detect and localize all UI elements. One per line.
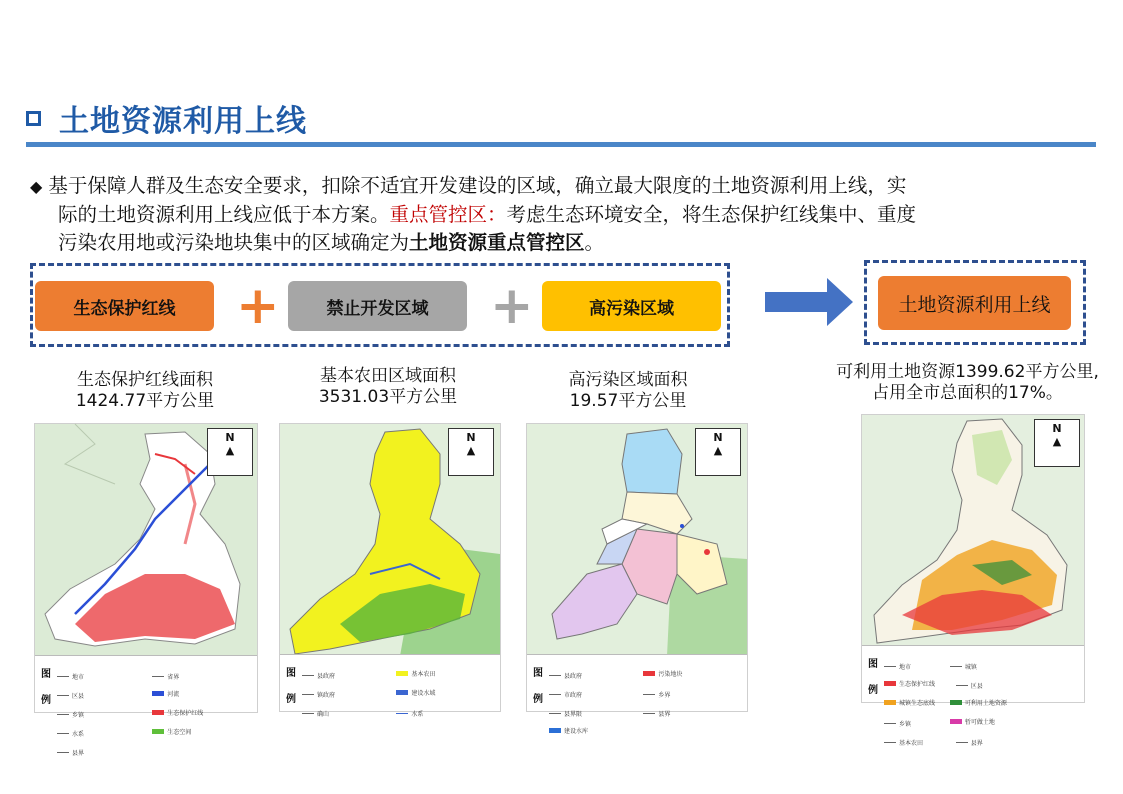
intro-text-2b: 考虑生态环境安全，将生态保护红线集中、重度 (506, 203, 917, 226)
map-farmland (279, 423, 501, 718)
diamond-bullet-icon: ◆ (30, 177, 43, 196)
north-label: N (1052, 422, 1062, 435)
legend-item: 暂可做土地 (950, 717, 1011, 726)
legend-item: 生态空间 (152, 727, 242, 736)
legend-item: 基本农田 (884, 738, 951, 747)
legend-item: 水系 (57, 729, 147, 738)
legend-item: 县界 (643, 709, 732, 718)
legend-item: 县界 (57, 748, 147, 757)
legend-item: 省界 (152, 672, 242, 681)
legend-item: 城镇 (950, 662, 1011, 671)
legend-title: 图 例 (533, 668, 543, 705)
legend-item: 水系 (396, 709, 485, 718)
page-header (26, 96, 307, 140)
legend-item: 县界 (956, 738, 1017, 747)
legend-item: 基本农田 (396, 669, 485, 678)
legend-title: 图 例 (41, 669, 51, 706)
eco-redline-box: 生态保护红线 (35, 281, 214, 331)
intro-line-2 (30, 201, 1090, 229)
map-2-legend (280, 654, 500, 718)
map-3-legend (527, 654, 747, 735)
caption-usable-land (815, 362, 1120, 404)
caption-farmland (283, 366, 493, 408)
map-pollution (526, 423, 748, 735)
legend-item: 城镇生态底线 (884, 698, 945, 707)
map-usable-land (861, 414, 1085, 747)
north-arrow-icon: N ▲ (695, 428, 741, 476)
legend-title: 图 例 (868, 659, 878, 696)
caption-2-line1: 基本农田区域面积 (320, 366, 456, 386)
legend-item: 县界限 (549, 709, 638, 718)
map-1-legend (35, 655, 257, 757)
arrow-right-icon (765, 278, 855, 328)
caption-pollution (523, 370, 733, 412)
legend-item: 污染地块 (643, 669, 732, 678)
caption-1-line1: 生态保护红线面积 (77, 370, 213, 390)
caption-1-line2: 1424.77平方公里 (75, 391, 215, 411)
legend-item: 可利用土地资源 (950, 698, 1017, 707)
legend-item: 地市 (57, 672, 147, 681)
land-limit-result-box: 土地资源利用上线 (878, 276, 1071, 330)
legend-item: 乡镇 (57, 710, 147, 719)
legend-item: 确山 (302, 709, 391, 718)
page-title: 土地资源利用上线 (59, 104, 307, 139)
legend-item: 市政府 (549, 690, 638, 699)
intro-paragraph (30, 172, 1090, 257)
legend-item: 乡镇 (884, 719, 945, 728)
caption-4-line1: 可利用土地资源1399.62平方公里, (836, 362, 1099, 382)
north-label: N (466, 431, 476, 444)
key-control-label: 重点管控区： (389, 203, 507, 226)
intro-line-1 (30, 172, 1090, 201)
caption-eco-redline (40, 370, 250, 412)
caption-2-line2: 3531.03平方公里 (318, 387, 458, 407)
intro-text-3a: 污染农用地或污染地块集中的区域确定为 (58, 231, 410, 254)
map-4-legend (862, 645, 1084, 747)
north-label: N (225, 431, 235, 444)
restricted-zone-box: 禁止开发区域 (288, 281, 467, 331)
legend-item: 建设水域 (396, 688, 485, 697)
intro-text-2a: 际的土地资源利用上线应低于本方案。 (58, 203, 390, 226)
legend-item: 县政府 (549, 671, 638, 680)
caption-3-line1: 高污染区域面积 (568, 370, 688, 390)
legend-item: 区县 (956, 681, 1017, 690)
plus-icon-1: + (236, 276, 280, 336)
title-divider (26, 142, 1096, 147)
key-control-zone-term: 土地资源重点管控区 (409, 231, 585, 254)
caption-3-line2: 19.57平方公里 (569, 391, 687, 411)
legend-item: 河流 (152, 689, 242, 698)
legend-item: 建设水库 (549, 726, 638, 735)
legend-item: 镇政府 (302, 690, 391, 699)
legend-item: 县政府 (302, 671, 391, 680)
intro-text-3-end: 。 (584, 231, 605, 254)
plus-icon-2: + (490, 276, 534, 336)
north-arrow-icon: N ▲ (448, 428, 494, 476)
legend-item: 地市 (884, 662, 945, 671)
high-pollution-box: 高污染区域 (542, 281, 721, 331)
legend-item: 区县 (57, 691, 147, 700)
map-eco-redline (34, 423, 258, 757)
intro-text-1: 基于保障人群及生态安全要求，扣除不适宜开发建设的区域，确立最大限度的土地资源利用上线，实 (48, 174, 907, 197)
north-arrow-icon: N ▲ (207, 428, 253, 476)
legend-title: 图 例 (286, 668, 296, 705)
caption-4-line2: 占用全市总面积的17%。 (872, 383, 1063, 403)
north-label: N (713, 431, 723, 444)
north-arrow-icon: N ▲ (1034, 419, 1080, 467)
legend-item: 生态保护红线 (152, 708, 242, 717)
legend-item: 乡界 (643, 690, 732, 699)
intro-line-3 (30, 229, 1090, 257)
title-square-icon (26, 111, 41, 126)
legend-item: 生态保护红线 (884, 679, 951, 688)
